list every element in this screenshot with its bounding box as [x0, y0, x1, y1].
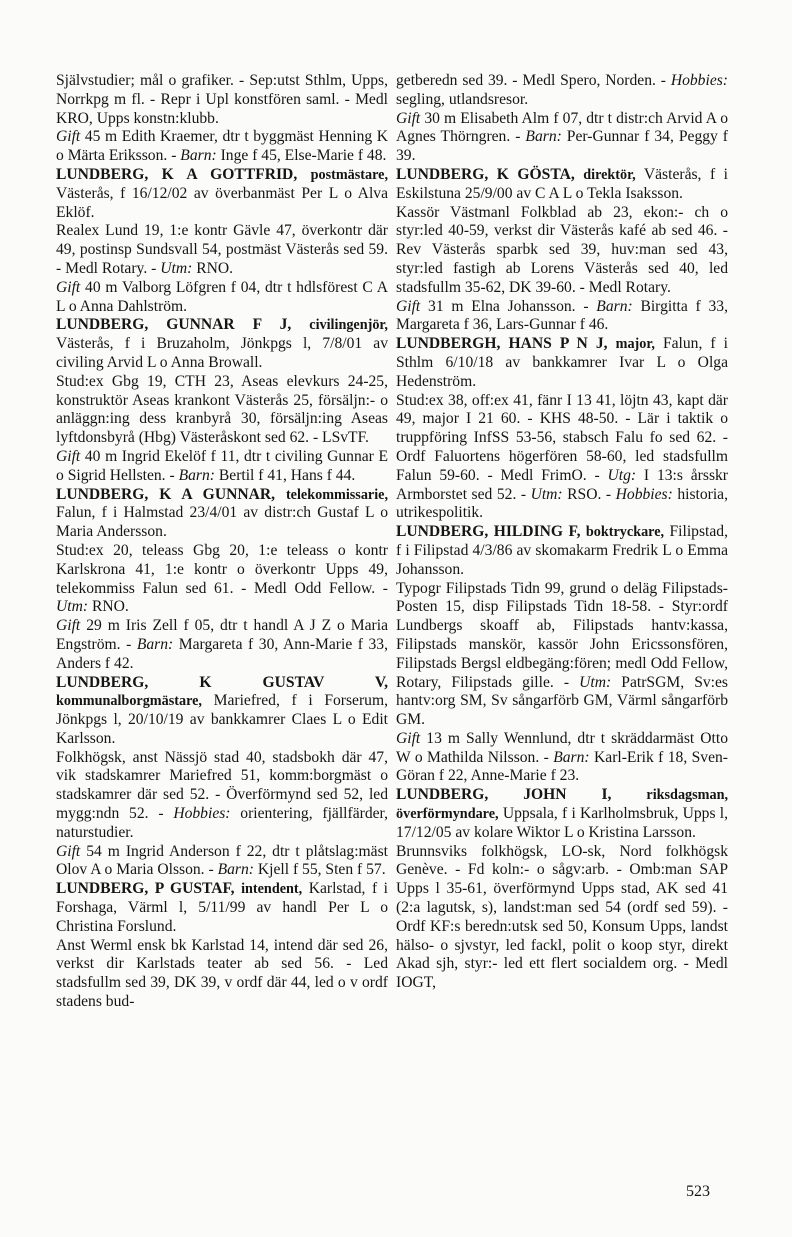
text-run: 29 m Iris Zell f 05, dtr t handl A J Z o Maria Engström. -	[56, 617, 388, 653]
text-run: 40 m Ingrid Ekelöf f 11, dtr t civiling Gunnar E o Sigrid Hellsten. -	[56, 447, 388, 484]
text-run: Falun, f i Sthlm 6/10/18 av bankkamrer Ivar L o Olga Hedenström.	[396, 335, 729, 390]
person-name: LUNDBERG, K GÖSTA,	[396, 165, 575, 183]
biography-paragraph	[396, 298, 728, 336]
text-run: Stud:ex Gbg 19, CTH 23, Aseas elevkurs 24-25, konstruktör Aseas krankont Västerås 25, försäljn:- o anläggn:ing dess kranbyrå 30, försäljn:ing Aseas lyftdonsbyrå (Hbg) Västeråskont sed 62. - LSvTF.	[56, 372, 388, 447]
text-run: 45 m Edith Kraemer, dtr t byggmäst Henning K o Märta Eriksson. -	[56, 128, 388, 165]
italic-label: Barn:	[180, 147, 217, 165]
page-number: 523	[686, 1183, 710, 1200]
person-title: major,	[615, 336, 655, 353]
text-run: 13 m Sally Wennlund, dtr t skräddarmäst Otto W o Mathilda Nilsson. -	[396, 729, 728, 766]
biography-entry-heading	[396, 166, 728, 204]
biography-paragraph	[56, 222, 388, 278]
italic-label: Utg:	[607, 466, 637, 484]
text-run: 31 m Elna Johansson. -	[420, 297, 597, 315]
italic-label: Barn:	[178, 466, 215, 484]
text-run: 40 m Valborg Löfgren f 04, dtr t hdlsförest C A L o Anna Dahlström.	[56, 278, 388, 315]
person-title: intendent,	[241, 881, 303, 898]
text-run: Stud:ex 38, off:ex 41, fänr I 13 41, löjtn 43, kapt där 49, major I 21 60. - KHS 48-50. - Lär i taktik o truppföring InfSS 53-56, stabsch Falu fo sed 62. - Ordf Faluortens högerfören 58-60, led stadsfullm Falun 59-60. - Medl FrimO. -	[396, 391, 728, 484]
text-run: RSO. -	[562, 485, 616, 503]
text-run: Brunnsviks folkhögsk, LO-sk, Nord folkhögsk Genève. - Fd koln:- o sågv:arb. - Omb:man SAP Upps l 35-61, överförmynd Upps stad, AK sed 41 (2:a lagutsk, s), landst:man sed 54 (ordf sed 59). - Ordf KF:s beredn:utsk sed 50, Konsum Upps, landst hälso- o sjvstyr, led fackl, polit o koop styr, direkt Akad sjh, styr:- led ett flert socialdem org. - Medl IOGT,	[396, 842, 728, 992]
person-name: LUNDBERG, K A GUNNAR,	[56, 485, 276, 503]
text-run: Bertil f 41, Hans f 44.	[214, 466, 356, 484]
text-run: Västerås, f i Bruzaholm, Jönkpgs l, 7/8/01 av civiling Arvid L o Anna Browall.	[56, 335, 388, 371]
person-title: postmästare,	[310, 166, 388, 183]
text-run: historia, utrikespolitik.	[396, 485, 729, 522]
italic-label: Hobbies:	[670, 72, 728, 89]
text-run: Kjell f 55, Sten f 57.	[253, 861, 386, 879]
person-title: kommunalborgmästare,	[56, 693, 202, 710]
person-name: LUNDBERG, GUNNAR F J,	[56, 316, 292, 334]
person-title: civilingenjör,	[309, 317, 388, 334]
biography-entry-heading	[56, 486, 388, 542]
biography-paragraph	[396, 730, 728, 786]
person-name: LUNDBERG, HILDING F,	[396, 523, 581, 541]
italic-label: Gift	[56, 278, 81, 296]
text-run: Självstudier; mål o grafiker. - Sep:utst Sthlm, Upps, Norrkpg m fl. - Repr i Upl konstfören saml. - Medl KRO, Upps konstn:klubb.	[56, 72, 388, 127]
italic-label: Barn:	[217, 861, 254, 879]
biography-paragraph	[56, 72, 388, 128]
right-column	[396, 72, 728, 993]
text-run: PatrSGM, Sv:es hantv:org SM, Sv sångarförb GM, Värml sångarförb GM.	[396, 673, 729, 729]
italic-label: Gift	[56, 447, 81, 465]
text-run: Västerås, f 16/12/02 av överbanmäst Per L o Alva Eklöf.	[56, 184, 388, 221]
biography-paragraph	[56, 937, 388, 1012]
biography-paragraph	[396, 580, 728, 730]
person-name: LUNDBERGH, HANS P N J,	[396, 335, 608, 353]
italic-label: Utm:	[160, 259, 193, 277]
text-run	[275, 486, 286, 503]
italic-label: Barn:	[136, 635, 174, 653]
italic-label: Gift	[396, 297, 421, 315]
biography-paragraph	[56, 542, 388, 617]
biography-paragraph	[56, 128, 388, 166]
biography-paragraph	[56, 843, 388, 881]
biography-paragraph	[396, 843, 728, 993]
text-run: Inge f 45, Else-Marie f 48.	[216, 147, 387, 165]
text-run: Karl-Erik f 18, Sven-Göran f 22, Anne-Marie f 23.	[396, 748, 728, 785]
italic-label: Gift	[396, 729, 421, 747]
text-run: Margareta f 30, Ann-Marie f 33, Anders f 42.	[56, 635, 388, 672]
text-run: Filipstad, f i Filipstad 4/3/86 av skomakarm Fredrik L o Emma Johansson.	[396, 523, 728, 578]
biography-paragraph	[396, 72, 728, 110]
person-title: direktör,	[583, 166, 636, 183]
text-run: Birgitta f 33, Margareta f 36, Lars-Gunnar f 46.	[396, 297, 728, 334]
text-run: I 13:s årsskr Armborstet sed 52. -	[396, 466, 728, 503]
biography-paragraph	[396, 392, 728, 524]
text-run: getberedn sed 39. - Medl Spero, Norden. -	[396, 72, 671, 89]
italic-label: Utm:	[579, 673, 612, 691]
biography-entry-heading	[396, 786, 728, 842]
italic-label: Gift	[56, 128, 81, 146]
text-run: Västerås, f i Eskilstuna 25/9/00 av C A L o Tekla Isaksson.	[396, 165, 728, 202]
person-name: LUNDBERG, JOHN I,	[396, 786, 612, 804]
text-run	[297, 166, 310, 183]
text-run: segling, utlandsresor.	[396, 90, 529, 108]
biography-entry-heading	[56, 316, 388, 372]
text-run	[575, 166, 584, 183]
italic-label: Gift	[56, 842, 81, 860]
text-run: Typogr Filipstads Tidn 99, grund o deläg Filipstads-Posten 15, disp Filipstads Tidn 18-58. - Styr:ordf Lundbergs skoaff ab, Filipstads hantv:kassa, Filipstads manskör, kassör John Ericssonsfören, Filipstads Bergsl eldbegäng:fören; medl Odd Fellow, Rotary, Filipstads gille. -	[396, 579, 728, 691]
text-run: RNO.	[88, 598, 129, 616]
text-run: Mariefred, f i Forserum, Jönkpgs l, 20/10/19 av bankkamrer Claes L o Edit Karlsson.	[56, 692, 388, 747]
person-name: LUNDBERG, K GUSTAV V,	[56, 673, 388, 691]
italic-label: Hobbies:	[615, 485, 673, 503]
text-run: Falun, f i Halmstad 23/4/01 av distr:ch Gustaf L o Maria Andersson.	[56, 504, 388, 541]
biography-paragraph	[56, 279, 388, 317]
biography-paragraph	[396, 204, 728, 298]
italic-label: Barn:	[525, 128, 562, 146]
text-run: orientering, fjällfärder, naturstudier.	[56, 805, 389, 841]
biography-paragraph	[56, 749, 388, 843]
person-title: telekommissarie,	[285, 486, 388, 503]
text-run	[291, 316, 309, 333]
italic-label: Utm:	[56, 598, 89, 616]
italic-label: Barn:	[596, 297, 633, 315]
biography-paragraph	[56, 448, 388, 486]
text-run: RNO.	[192, 259, 234, 277]
biography-entry-heading	[56, 674, 388, 749]
biography-paragraph	[56, 373, 388, 448]
biography-paragraph	[56, 617, 388, 673]
biography-paragraph	[396, 110, 728, 166]
left-column	[56, 72, 388, 1012]
biography-entry-heading	[56, 166, 388, 222]
text-run	[608, 335, 616, 352]
text-run: Stud:ex 20, teleass Gbg 20, 1:e teleass o kontr Karlskrona 41, 1:e kontr o överkontr Upps 49, telekommiss Falun sed 61. - Medl Odd Fellow. -	[56, 541, 388, 597]
italic-label: Gift	[56, 617, 81, 635]
text-run: Kassör Västmanl Folkblad ab 23, ekon:- ch o styr:led 40-59, verkst dir Västerås kafé ab sed 46. - Rev Västerås sparbk sed 39, huv:man sed 43, styr:led fastigh ab Lorens Västerås sed 40, led stadsfullm 35-62, DK 39-60. - Medl Rotary.	[396, 203, 728, 296]
italic-label: Gift	[396, 109, 421, 127]
biography-entry-heading	[56, 880, 388, 936]
italic-label: Barn:	[553, 748, 590, 766]
person-title: boktryckare,	[585, 524, 665, 541]
text-run: Folkhögsk, anst Nässjö stad 40, stadsbokh där 47, vik stadskamrer Mariefred 51, komm:borgmäst o stadskamrer där sed 52. - Överförmynd sed 52, led mygg:ndn 52. -	[56, 748, 388, 823]
biography-entry-heading	[396, 335, 728, 391]
text-run: 30 m Elisabeth Alm f 07, dtr t distr:ch Arvid A o Agnes Thörngren. -	[396, 109, 728, 146]
text-run: Per-Gunnar f 34, Peggy f 39.	[396, 128, 729, 165]
person-title: riksdagsman, överförmyndare,	[396, 787, 729, 823]
text-run: Realex Lund 19, 1:e kontr Gävle 47, överkontr där 49, postinsp Sundsvall 54, postmäst Västerås sed 59. - Medl Rotary. -	[56, 222, 388, 277]
italic-label: Utm:	[530, 485, 563, 503]
person-name: LUNDBERG, K A GOTTFRID,	[56, 165, 298, 183]
text-run: Karlstad, f i Forshaga, Värml l, 5/11/99 av handl Per L o Christina Forslund.	[56, 880, 388, 935]
text-run	[611, 786, 646, 803]
text-run: Anst Werml ensk bk Karlstad 14, intend där sed 26, verkst dir Karlstads teater ab sed 56. - Led stadsfullm sed 39, DK 39, v ordf där 44, led o v ordf stadens bud-	[56, 936, 388, 1011]
text-run: 54 m Ingrid Anderson f 22, dtr t plåtslag:mäst Olov A o Maria Olsson. -	[56, 842, 388, 879]
italic-label: Hobbies:	[173, 805, 231, 823]
text-run: Uppsala, f i Karlholmsbruk, Upps l, 17/12/05 av kolare Wiktor L o Kristina Larsson.	[396, 805, 728, 841]
biography-entry-heading	[396, 523, 728, 579]
person-name: LUNDBERG, P GUSTAF,	[56, 880, 235, 898]
